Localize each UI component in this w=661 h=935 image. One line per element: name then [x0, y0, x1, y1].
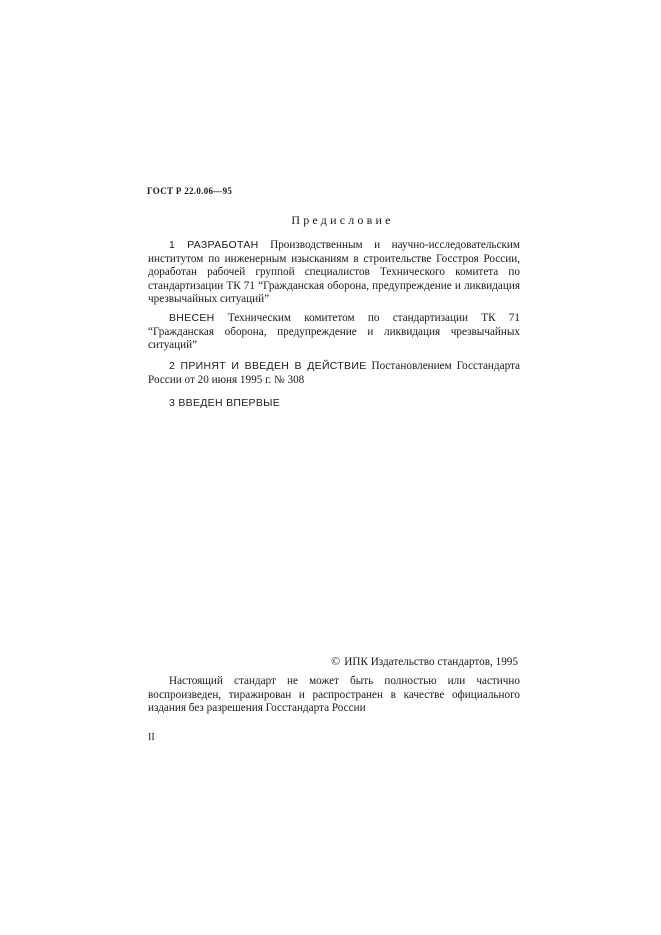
paragraph-introduced-first-time [148, 397, 520, 411]
paragraph-text: Производственным и научно-исследовательским институтом по инженерным изысканиям в строительстве Госстроя России, доработан рабочей группой специалистов Технического комитета по стандартизации ТК 71 “Гражданская оборона, предупреждение и ликвидация чрезвычайных ситуаций” [148, 239, 520, 306]
paragraph-text: Техническим комитетом по стандартизации ТК 71 “Гражданская оборона, предупреждение и ликвидация чрезвычайных ситуаций” [148, 312, 520, 352]
paragraph-submitted-by [148, 312, 520, 353]
paragraph-lead: 2 ПРИНЯТ И ВВЕДЕН В ДЕЙСТВИЕ [169, 360, 367, 372]
paragraph-lead: ВНЕСЕН [169, 312, 215, 324]
paragraph-lead: 3 ВВЕДЕН ВПЕРВЫЕ [169, 397, 281, 409]
section-title-foreword: Предисловие [291, 213, 394, 227]
page-number: II [148, 732, 155, 743]
document-code: ГОСТ Р 22.0.06—95 [147, 186, 233, 196]
paragraph-adopted [148, 360, 520, 387]
copyright-icon: © [331, 654, 341, 668]
paragraph-developed-by [148, 239, 520, 307]
copyright-text: ИПК Издательство стандартов, 1995 [344, 656, 518, 668]
paragraph-text: Постановлением Госстандарта России от 20 июня 1995 г. № 308 [148, 360, 521, 386]
reproduction-notice: Настоящий стандарт не может быть полностью или частично воспроизведен, тиражирован и распространен в качестве официального издания без разрешения Госстандарта России [148, 675, 520, 715]
copyright-line [331, 654, 518, 669]
paragraph-lead: 1 РАЗРАБОТАН [169, 239, 259, 251]
